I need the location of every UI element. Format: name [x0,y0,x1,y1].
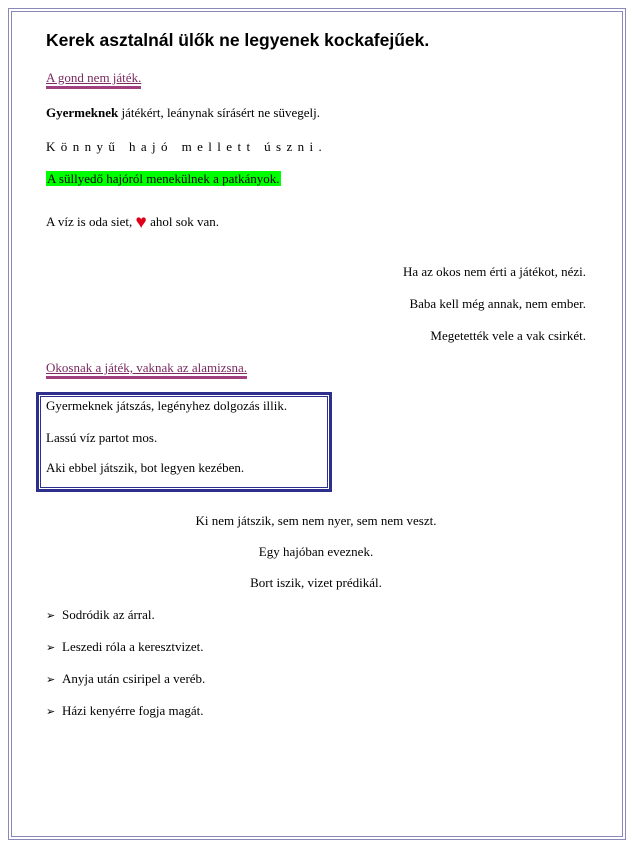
heading-2-wrap [46,360,247,379]
paragraph-4-before: A víz is oda siet, [46,214,133,229]
heading-1-wrap [46,70,141,89]
list-item [46,607,155,624]
heading-1: A gond nem játék. [46,71,141,89]
arrow-bullet-icon: ➢ [46,674,56,686]
list-item-text: Sodródik az árral. [62,607,155,622]
highlighted-text: A süllyedő hajóról menekülnek a patkányok. [47,171,280,186]
list-item-text: Anyja után csiripel a veréb. [62,671,206,686]
centered-line: Egy hajóban eveznek. [258,544,374,559]
right-line: Megetették vele a vak csirkét. [430,328,586,343]
document-body [46,28,586,718]
paragraph-1 [46,105,320,121]
right-line: Ha az okos nem érti a játékot, nézi. [402,264,586,279]
heart-icon: ♥ [135,212,147,233]
arrow-bullet-icon: ➢ [46,642,56,654]
list-item-text: Leszedi róla a keresztvizet. [62,639,204,654]
arrow-bullet-icon: ➢ [46,610,56,622]
list-item-text: Házi kenyérre fogja magát. [62,703,204,718]
document-title: Kerek asztalnál ülők ne legyenek kockafejűek. [46,30,430,50]
paragraph-2: Könnyű hajó mellett úszni. [46,139,328,154]
paragraph-4 [46,214,219,231]
right-line: Baba kell még annak, nem ember. [409,296,586,311]
framed-line: Aki ebbel játszik, bot legyen kezében. [46,460,245,475]
centered-line: Ki nem játszik, sem nem nyer, sem nem veszt. [195,513,437,528]
paragraph-1-rest: játékért, leánynak sírásért ne süvegelj. [118,105,320,120]
paragraph-3 [46,171,281,187]
paragraph-4-after: ahol sok van. [150,214,220,229]
list-item [46,671,205,688]
framed-line: Lassú víz partot mos. [46,430,158,445]
arrow-bullet-icon: ➢ [46,706,56,718]
list-item [46,639,203,656]
framed-line: Gyermeknek játszás, legényhez dolgozás illik. [46,398,288,413]
centered-line: Bort iszik, vizet prédikál. [250,575,382,590]
paragraph-1-bold: Gyermeknek [46,105,119,120]
list-item [46,703,203,720]
heading-2: Okosnak a játék, vaknak az alamizsna. [46,361,247,379]
